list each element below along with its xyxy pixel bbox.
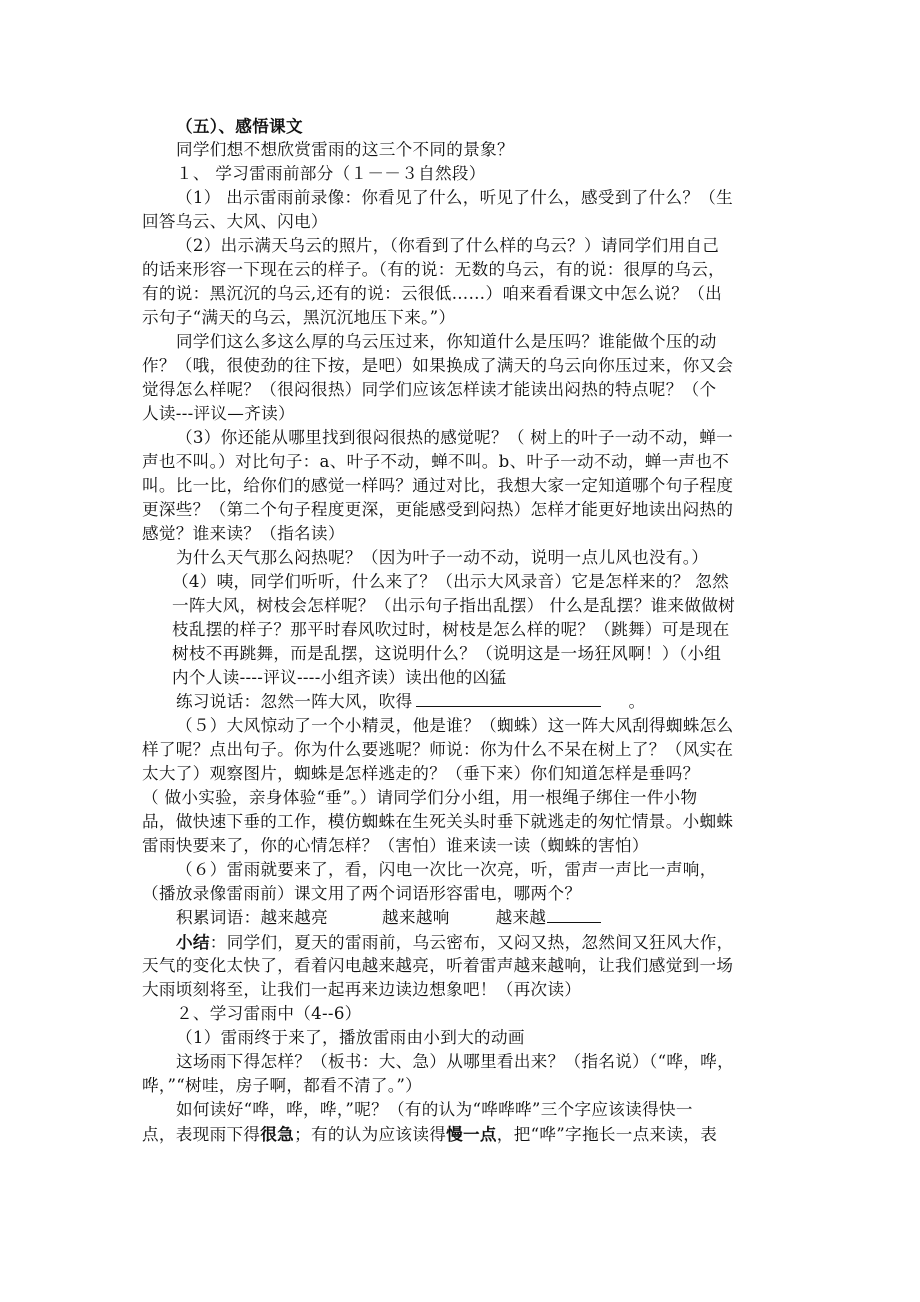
summary-label: 小结 [176, 932, 210, 952]
paragraph-line: 回答乌云、大风、闪电） [142, 212, 328, 231]
summary-text: ：同学们，夏天的雷雨前，乌云密布，又闷又热，忽然间又狂风大作， [209, 933, 734, 952]
vocabulary-line [176, 906, 601, 930]
paragraph-line: 雷雨快要来了，你的心情怎样？（害怕）谁来读一读（蜘蛛的害怕） [142, 836, 649, 855]
vocabulary-word: 越来越亮 [260, 908, 329, 927]
paragraph-line: 声也不叫。）对比句子：a、叶子不动，蝉不叫。b、叶子一动不动，蝉一声也不 [142, 452, 730, 471]
paragraph-line: 大雨顷刻将至，让我们一起再来边读边想象吧！（再次读） [142, 980, 582, 999]
section-heading: （五）、感悟课文 [176, 116, 303, 136]
paragraph-line: 一阵大风，树枝会怎样呢？（出示句子指出乱摆） 什么是乱摆？谁来做做树 [172, 596, 736, 615]
paragraph-line: 的话来形容一下现在云的样子。（有的说：无数的乌云，有的说：很厚的乌云， [142, 260, 725, 279]
paragraph-line: （５）大风惊动了一个小精灵，他是谁？（蜘蛛）这一阵大风刮得蜘蛛怎么 [176, 716, 734, 735]
intro-line: 同学们想不想欣赏雷雨的这三个不同的景象？ [176, 140, 514, 159]
paragraph-line: （1）雷雨终于来了，播放雷雨由小到大的动画 [176, 1028, 525, 1047]
speaking-practice-suffix: 。 [628, 692, 646, 711]
paragraph-line: 品，做快速下垂的工作，模仿蜘蛛在生死关头时垂下就逃走的匆忙情景。小蜘蛛 [142, 812, 734, 831]
vocabulary-word: 越来越 [495, 908, 547, 927]
part1-title: １、 学习雷雨前部分（１－－３自然段） [176, 164, 486, 183]
paragraph-line: 感觉？谁来读？（指名读） [142, 524, 345, 543]
emphasis-line [142, 1122, 717, 1147]
paragraph-line: （2）出示满天乌云的照片，（你看到了什么样的乌云？）请同学们用自己 [176, 236, 720, 255]
bold-emphasis: 慢一点 [446, 1124, 497, 1144]
paragraph-line: 树枝不再跳舞，而是乱摆，这说明什么？（说明这是一场狂风啊！）（小组 [172, 644, 722, 663]
paragraph-line: 示句子“满天的乌云，黑沉沉地压下来。”） [142, 308, 456, 327]
paragraph-line: （６）雷雨就要来了，看，闪电一次比一次亮，听，雷声一声比一声响， [176, 860, 717, 879]
summary-line [176, 930, 734, 955]
paragraph-line: 太大了）观察图片，蜘蛛是怎样逃走的？（垂下来）你们知道怎样是垂吗？ [142, 764, 700, 783]
text-run: 点，表现雨下得 [142, 1125, 261, 1144]
paragraph-line: 更深些？（第二个句子程度更深，更能感受到闷热）怎样才能更好地读出闷热的 [142, 500, 734, 519]
paragraph-line: 枝乱摆的样子？那平时春风吹过时，树枝是怎么样的呢？（跳舞）可是现在 [172, 620, 730, 639]
paragraph-line: 叫。比一比，给你们的感觉一样吗？通过对比，我想大家一定知道哪个句子程度 [142, 476, 734, 495]
text-run: ；有的认为应该读得 [294, 1125, 447, 1144]
paragraph-line: 天气的变化太快了，看着闪电越来越亮，听着雷声越来越响，让我们感觉到一场 [142, 956, 734, 975]
paragraph-line: （ 做小实验，亲身体验“垂”。）请同学们分小组，用一根绳子绑住一件小物 [142, 788, 698, 807]
bold-emphasis: 很急 [260, 1124, 295, 1144]
paragraph-line: 同学们这么多这么厚的乌云压过来，你知道什么是压吗？谁能做个压的动 [176, 332, 717, 351]
paragraph-line: 如何读好“哗，哗，哗，”呢？（有的认为“哗哗哗”三个字应该读得快一 [176, 1100, 693, 1119]
vocabulary-label: 积累词语： [176, 908, 261, 927]
paragraph-line: 觉得怎么样呢？（很闷很热）同学们应该怎样读才能读出闷热的特点呢？（个 [142, 380, 717, 399]
paragraph-line: （4）咦，同学们听听，什么来了？（出示大风录音）它是怎样来的？ 忽然 [172, 572, 730, 591]
paragraph-line: 有的说：黑沉沉的乌云,还有的说：云很低……）咱来看看课文中怎么说？（出 [142, 284, 722, 303]
fill-in-blank [547, 906, 601, 923]
text-run: ，把“哗”字拖长一点来读，表 [496, 1125, 718, 1144]
paragraph-line: 为什么天气那么闷热呢？（因为叶子一动不动，说明一点儿风也没有。） [176, 548, 709, 567]
paragraph-line: 哗，”“树哇，房子啊，都看不清了。”） [142, 1076, 423, 1095]
paragraph-line: 作？（哦，很使劲的往下按，是吧）如果换成了满天的乌云向你压过来，你又会 [142, 356, 734, 375]
paragraph-line: （1） 出示雷雨前录像：你看见了什么，听见了什么，感受到了什么？（生 [176, 188, 734, 207]
fill-in-blank [416, 690, 601, 707]
paragraph-line: 人读---评议—齐读） [142, 404, 295, 423]
speaking-practice-prefix: 练习说话：忽然一阵大风，吹得 [176, 692, 413, 711]
vocabulary-word: 越来越响 [382, 908, 450, 927]
paragraph-line: （播放录像雷雨前）课文用了两个词语形容雷电，哪两个？ [142, 884, 582, 903]
paragraph-line: （3）你还能从哪里找到很闷很热的感觉呢？（ 树上的叶子一动不动，蝉一 [176, 428, 734, 447]
paragraph-line: 样了呢？点出句子。你为什么要逃呢？师说：你为什么不呆在树上了？（风实在 [142, 740, 734, 759]
speaking-practice-line [176, 690, 645, 714]
paragraph-line: 这场雨下得怎样？（板书：大、急）从哪里看出来？（指名说）（“哗，哗， [176, 1052, 734, 1071]
part2-title: ２、学习雷雨中（4--6） [176, 1004, 362, 1023]
paragraph-line: 内个人读----评议----小组齐读）读出他的凶猛 [172, 668, 507, 687]
